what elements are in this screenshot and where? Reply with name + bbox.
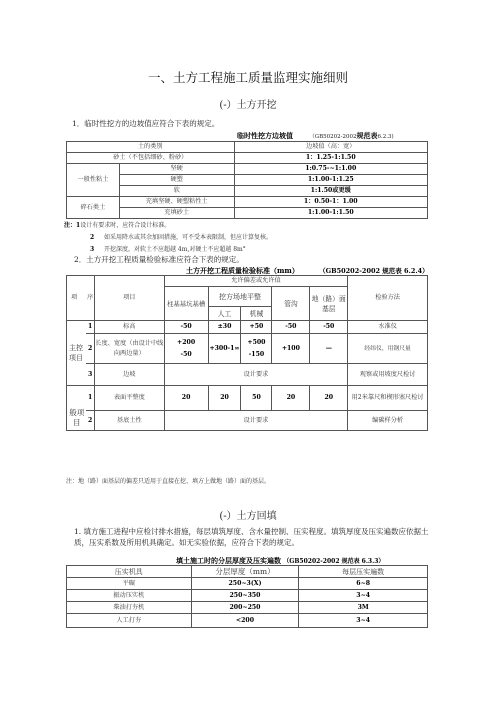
table3-title: 填土施工时的分层厚度及压实遍数 xyxy=(176,556,281,565)
note-number: 注：1 xyxy=(64,222,81,229)
table2-value: +100 xyxy=(272,334,310,364)
table2-seq: 1 xyxy=(86,386,94,411)
table2-title: 土方开挖工程质量检验标准（mm） xyxy=(186,266,299,275)
table1-caption xyxy=(237,131,394,141)
table2-value: +300-1∞ xyxy=(208,334,241,364)
table2-header-pile: 柱基基坑基槽 xyxy=(164,287,208,321)
table1-cell: 1:0.75-~1:1.00 xyxy=(234,164,427,175)
table2-header-road: 地（路）面基层 xyxy=(310,287,348,321)
table2-value: 设计要求 xyxy=(164,364,348,386)
table2-header-pipe: 管沟 xyxy=(272,287,310,321)
table1-group-gravel: 碎石类土 xyxy=(67,197,120,219)
note-text: 如采用降水或其余加固措施，可不受本表限制，但应计算复核。 xyxy=(104,234,273,241)
table3-cell: <200 xyxy=(191,614,299,628)
paragraph-backfill: 1. 填方施工进程中应检讨排水措施，每层填筑厚度、含水量控制、压实程度。填筑厚度及压实遍数应依据土质，压实系数及所用机具确定。如无实验依据，应符合下表的规定。 xyxy=(74,527,429,547)
table2-value: 20 xyxy=(272,386,310,411)
table2-value: 20 xyxy=(310,386,348,411)
table2-header-manual: 人工 xyxy=(208,307,241,321)
table2-value: -50 xyxy=(272,321,310,334)
table3-cell: 平碾 xyxy=(67,578,192,590)
table2-header-mech: 机械 xyxy=(241,307,272,321)
table2-method: 水准仪 xyxy=(348,321,428,334)
table2-item: 基底土性 xyxy=(94,411,164,431)
table2-value: 50 xyxy=(241,386,272,411)
note-text: 设计有要求时，应符合设计标准。 xyxy=(80,222,171,229)
table1-ref-b: 规范表 xyxy=(356,131,378,140)
note-text: 开挖深度，对软土不应超越 4m,对硬土不应超越 8m° xyxy=(104,246,246,253)
table1-note-1 xyxy=(64,220,170,229)
table1-ref-c: 6.2.3) xyxy=(377,134,394,140)
table3-header-passes: 每层压实遍数 xyxy=(299,566,428,578)
table2-header-class: 项 xyxy=(67,276,87,321)
table2-seq: 2 xyxy=(86,334,94,364)
table2-value: +200 -50 xyxy=(164,334,208,364)
table2-method: 编碳样分析 xyxy=(348,411,428,431)
section-heading-excavation: (-）土方开挖 xyxy=(219,100,277,111)
table1-ref-a: （GB50202-2002 xyxy=(309,134,357,140)
table2-header-item: 项目 xyxy=(94,276,164,321)
section-heading-backfill: (-）土方回填 xyxy=(219,511,277,522)
table2-header-site: 挖方场地平整 xyxy=(208,287,272,307)
table1-cell: 充填砂土 xyxy=(119,208,234,219)
table1-header-soil: 土的类别 xyxy=(67,142,235,153)
table3-header-machine: 压实机具 xyxy=(67,566,192,578)
table1-cell: 1:1.50或更缓 xyxy=(234,186,427,197)
table3-cell: 柴油打夯机 xyxy=(67,602,192,614)
table1-cell: 砂土（不包括细砂、粉砂） xyxy=(67,153,235,164)
table3-cell: 振动压实机 xyxy=(67,590,192,602)
table2-group-main: 主控项目 xyxy=(67,321,87,386)
table3-cell: 200~250 xyxy=(191,602,299,614)
table1-note-3 xyxy=(90,244,246,253)
table1-note-2 xyxy=(90,232,272,241)
paragraph-quality: 2．土方开挖工程质量检验标准应符合下表的规定。 xyxy=(74,255,244,264)
table1-cell: 1:1.00-1:1.25 xyxy=(234,175,427,186)
table2-header-seq: 序 xyxy=(86,276,94,321)
table2-item: 标高 xyxy=(94,321,164,334)
table2-method: 观察或用坡度尺检讨 xyxy=(348,364,428,386)
table2-header-method: 检验方法 xyxy=(348,276,428,321)
table3-cell: 250~350 xyxy=(191,590,299,602)
table2-value: ±30 xyxy=(208,321,241,334)
table2-item: 边坡 xyxy=(94,364,164,386)
table1-cell: 1：0.50-1：1.00 xyxy=(234,197,427,208)
table3-cell: 人工打夯 xyxy=(67,614,192,628)
table2-ref: （GB50202-2002 规范表 6.2.4） xyxy=(319,267,429,275)
note-number: 2 xyxy=(90,234,95,241)
table-temporary-slope xyxy=(66,141,428,219)
table2-method: 经纬仪，用钢尺量 xyxy=(348,334,428,364)
table1-cell: 硬塑 xyxy=(119,175,234,186)
table3-cell: 3~4 xyxy=(299,614,428,628)
table-backfill-layers xyxy=(66,565,428,628)
table2-value: 20 xyxy=(164,386,208,411)
page-title: 一、土方工程施工质量监理实施细则 xyxy=(147,70,348,85)
table3-cell: 3~4 xyxy=(299,590,428,602)
table2-value: -50 xyxy=(164,321,208,334)
table2-item: 表面平整度 xyxy=(94,386,164,411)
table2-seq: 2 xyxy=(86,411,94,431)
table3-header-thickness: 分层厚度（mm） xyxy=(191,566,299,578)
table2-seq: 1 xyxy=(86,321,94,334)
table3-cell: 3M xyxy=(299,602,428,614)
table1-group-clay: 一般性粘土 xyxy=(67,164,120,197)
table2-value: -50 xyxy=(310,321,348,334)
table1-cell: 坚硬 xyxy=(119,164,234,175)
table2-item: 长度、宽度（由设计中线向两边量） xyxy=(94,334,164,364)
table2-method: 用2米靠尺和楔形塞尺检讨 xyxy=(348,386,428,411)
paragraph-slope: 1．临时性挖方的边坡值应符合下表的规定。 xyxy=(72,119,220,128)
table3-cell: 6~8 xyxy=(299,578,428,590)
table2-seq: 3 xyxy=(86,364,94,386)
table1-cell: 充填坚硬、硬塑粘性土 xyxy=(119,197,234,208)
table1-cell: 软 xyxy=(119,186,234,197)
table2-header-allowance: 允许偏差或允许值 xyxy=(164,276,348,287)
table1-cell: 1:1.00-1:1.50 xyxy=(234,208,427,219)
table2-value: 20 xyxy=(208,386,241,411)
table-excavation-quality xyxy=(66,275,428,431)
table2-value: +50 xyxy=(241,321,272,334)
table2-value: — xyxy=(310,334,348,364)
note-number: 3 xyxy=(90,246,95,253)
table2-value: 设计要求 xyxy=(164,411,348,431)
table3-ref: （GB50202-2002 规范表 6.3.3） xyxy=(283,558,385,565)
table2-note: 注：地（路）面基层的偏差只适用于直接在挖、填方上做地（路）面的基层。 xyxy=(66,478,271,485)
table2-value: +500 -150 xyxy=(241,334,272,364)
table3-cell: 250~3(X) xyxy=(191,578,299,590)
table1-title: 临时性挖方边坡值 xyxy=(237,131,293,140)
table1-header-slope: 边坡值（高：宽） xyxy=(234,142,427,153)
table1-cell: 1：1.25-1:1.50 xyxy=(234,153,427,164)
table2-group-general: 般项目 xyxy=(67,386,87,431)
